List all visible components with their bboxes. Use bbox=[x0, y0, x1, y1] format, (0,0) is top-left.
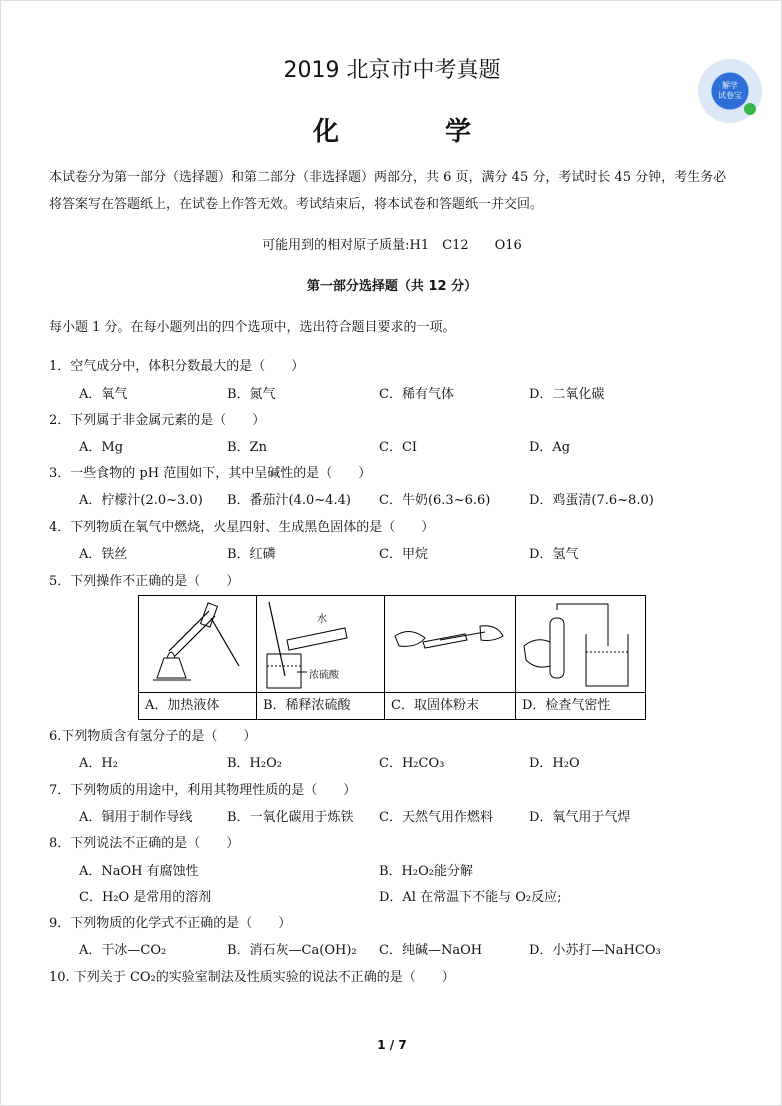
q7-option-a: A．铜用于制作导线 bbox=[79, 810, 193, 825]
question-1: 1．空气成分中，体积分数最大的是（ ） bbox=[49, 359, 305, 374]
figure-d-airtightness bbox=[516, 596, 645, 692]
question-6: 6.下列物质含有氢分子的是（ ） bbox=[49, 729, 257, 744]
solid-powder-illustration bbox=[385, 596, 515, 692]
q2-option-a: A．Mg bbox=[79, 440, 124, 455]
q4-option-c: C．甲烷 bbox=[379, 547, 428, 562]
q6-option-c: C．H₂CO₃ bbox=[379, 756, 445, 771]
intro-paragraph: 本试卷分为第一部分（选择题）和第二部分（非选择题）两部分，共 6 页，满分 45 分，考试时长 45 分钟，考生务必将答案写在答题纸上，在试卷上作答无效。考试结束后，将本试卷和答题纸一并交回。 bbox=[49, 170, 727, 212]
q6-option-b: B．H₂O₂ bbox=[227, 756, 282, 771]
heating-liquid-illustration bbox=[139, 596, 256, 692]
caption-a: A．加热液体 bbox=[139, 692, 256, 719]
badge-top-text: 解学 bbox=[722, 81, 738, 90]
wechat-icon bbox=[744, 103, 756, 115]
q7-option-c: C．天然气用作燃料 bbox=[379, 810, 493, 825]
q9-option-d: D．小苏打—NaHCO₃ bbox=[529, 943, 661, 958]
question-10: 10. 下列关于 CO₂的实验室制法及性质实验的说法不正确的是（ ） bbox=[49, 970, 455, 985]
q2-option-d: D．Ag bbox=[529, 440, 571, 455]
q6-option-d: D．H₂O bbox=[529, 756, 580, 771]
question-8: 8．下列说法不正确的是（ ） bbox=[49, 836, 240, 851]
section-title: 第一部分选择题（共 12 分） bbox=[306, 279, 478, 294]
q8-option-a: A．NaOH 有腐蚀性 bbox=[79, 864, 199, 879]
q9-option-c: C．纯碱—NaOH bbox=[379, 943, 483, 958]
page-number: 1 / 7 bbox=[377, 1038, 407, 1052]
q3-option-b: B．番茄汁(4.0~4.4) bbox=[227, 493, 351, 508]
q2-option-c: C．CI bbox=[379, 440, 418, 455]
qr-badge[interactable] bbox=[698, 59, 762, 123]
question-3: 3．一些食物的 pH 范围如下，其中呈碱性的是（ ） bbox=[49, 466, 372, 481]
badge-text: 试卷宝 bbox=[718, 91, 742, 100]
q8-option-b: B．H₂O₂能分解 bbox=[379, 864, 473, 879]
caption-b: B．稀释浓硫酸 bbox=[257, 692, 384, 719]
q4-option-d: D．氢气 bbox=[529, 547, 579, 562]
q6-option-a: A．H₂ bbox=[79, 756, 118, 771]
q9-option-a: A．干冰—CO₂ bbox=[79, 943, 167, 958]
label-water: 水 bbox=[317, 614, 327, 625]
operations-figure bbox=[138, 595, 646, 720]
q3-option-a: A．柠檬汁(2.0~3.0) bbox=[79, 493, 203, 508]
q9-option-b: B．消石灰—Ca(OH)₂ bbox=[227, 943, 357, 958]
q8-option-c: C．H₂O 是常用的溶剂 bbox=[79, 890, 212, 905]
instruction: 每小题 1 分。在每小题列出的四个选项中，选出符合题目要求的一项。 bbox=[49, 320, 456, 335]
q1-option-a: A．氧气 bbox=[79, 387, 128, 402]
caption-c: C．取固体粉末 bbox=[385, 692, 515, 719]
q3-option-c: C．牛奶(6.3~6.6) bbox=[379, 493, 491, 508]
q1-option-d: D．二氧化碳 bbox=[529, 387, 605, 402]
exam-title: 2019 北京市中考真题 bbox=[283, 58, 501, 83]
q7-option-b: B．一氧化碳用于炼铁 bbox=[227, 810, 354, 825]
q1-option-b: B．氮气 bbox=[227, 387, 276, 402]
airtightness-illustration bbox=[516, 596, 645, 692]
subject-title: 化 学 bbox=[312, 117, 511, 147]
figure-b-diluting-acid bbox=[257, 596, 384, 692]
figure-a-heating-liquid bbox=[139, 596, 256, 692]
q4-option-b: B．红磷 bbox=[227, 547, 276, 562]
q7-option-d: D．氧气用于气焊 bbox=[529, 810, 631, 825]
caption-d: D．检查气密性 bbox=[516, 692, 645, 719]
question-9: 9．下列物质的化学式不正确的是（ ） bbox=[49, 916, 292, 931]
question-5: 5．下列操作不正确的是（ ） bbox=[49, 574, 240, 589]
q3-option-d: D．鸡蛋清(7.6~8.0) bbox=[529, 493, 654, 508]
figure-c-solid-powder bbox=[385, 596, 515, 692]
q2-option-b: B．Zn bbox=[227, 440, 267, 455]
atomic-masses: 可能用到的相对原子质量:H1 C12 O16 bbox=[262, 238, 522, 253]
q4-option-a: A．铁丝 bbox=[79, 547, 128, 562]
label-acid: 浓硫酸 bbox=[309, 670, 339, 681]
question-7: 7．下列物质的用途中，利用其物理性质的是（ ） bbox=[49, 783, 357, 798]
question-2: 2．下列属于非金属元素的是（ ） bbox=[49, 413, 266, 428]
q1-option-c: C．稀有气体 bbox=[379, 387, 454, 402]
question-4: 4．下列物质在氧气中燃烧，火星四射、生成黑色固体的是（ ） bbox=[49, 520, 435, 535]
q8-option-d: D．Al 在常温下不能与 O₂反应; bbox=[379, 890, 562, 905]
